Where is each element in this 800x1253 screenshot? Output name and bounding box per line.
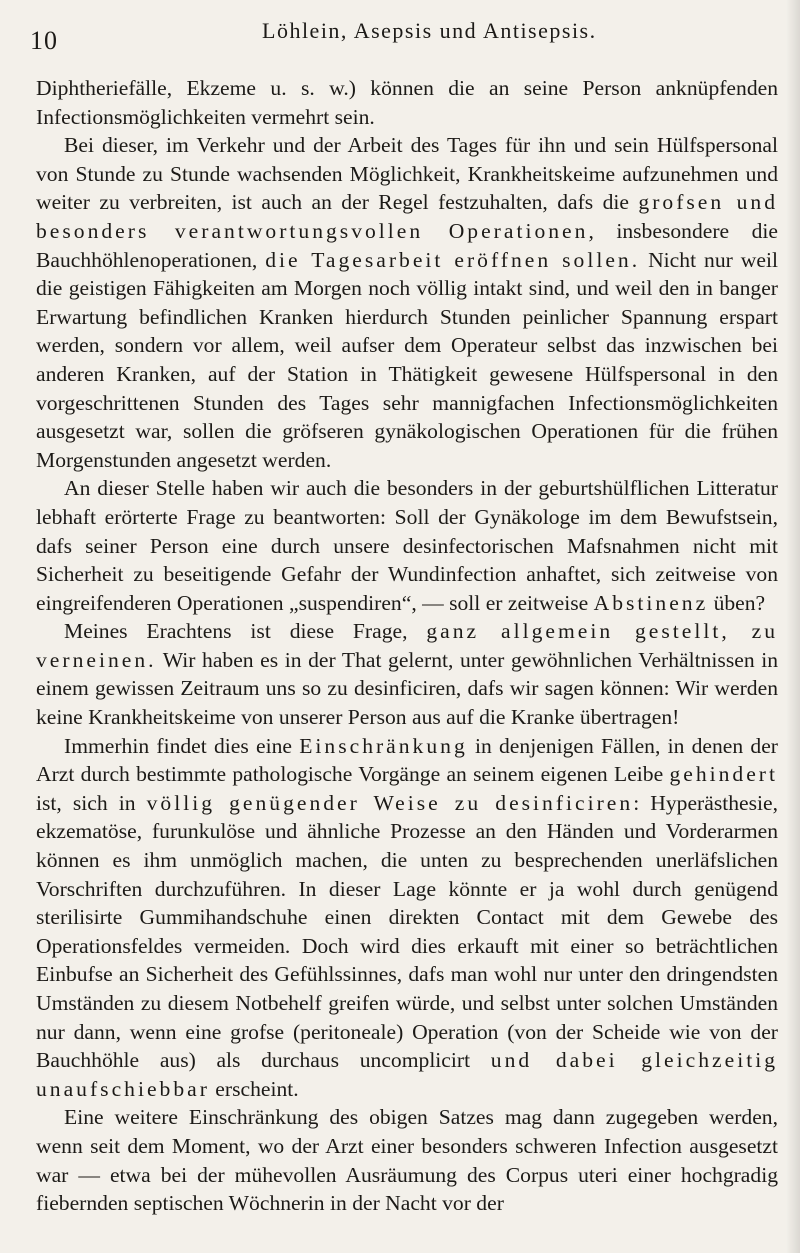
paragraph-2: Bei dieser, im Verkehr und der Arbeit des Tages für ihn und sein Hülfspersonal von Stunde zu Stunde wachsenden Möglichkeit, Krankheitskeime aufzunehmen und weiter zu verbreiten, ist auch an der Regel festzuhalten, dafs die grofsen und besonders verantwortungsvollen Operationen, insbesondere die Bauchhöhlenoperationen, die Tagesarbeit eröffnen sollen. Nicht nur weil die geistigen Fähigkeiten am Morgen noch völlig intakt sind, und weil den in banger Erwartung befindlichen Kranken hierdurch Stunden peinlicher Spannung erspart werden, sondern vor allem, weil aufser dem Operateur selbst das inzwischen bei anderen Kranken, auf der Station in Thätigkeit gewesene Hülfspersonal in den vorgeschrittenen Stunden des Tages sehr mannigfachen Infectionsmöglichkeiten ausgesetzt war, sollen die gröfseren gynäkologischen Operationen für die frühen Morgenstunden angesetzt werden. xyxy=(36,133,778,472)
paragraph-6: Eine weitere Einschränkung des obigen Satzes mag dann zugegeben werden, wenn seit dem Moment, wo der Arzt einer besonders schweren Infection ausgesetzt war — etwa bei der mühevollen Ausräumung des Corpus uteri einer hochgradig fiebernden septischen Wöchnerin in der Nacht vor der xyxy=(36,1105,778,1216)
body-text xyxy=(36,74,778,1218)
spaced-emphasis: gehindert xyxy=(669,762,778,787)
spaced-emphasis: grofsen und besonders verantwortungsvollen Operationen xyxy=(36,190,778,243)
spaced-emphasis: die Tagesarbeit eröffnen sollen. xyxy=(265,247,641,272)
page-edge-shadow xyxy=(786,0,800,1253)
spaced-emphasis: ganz allgemein gestellt, zu verneinen. xyxy=(36,619,778,672)
spaced-emphasis: Abstinenz xyxy=(593,590,709,615)
spaced-emphasis: Einschränkung xyxy=(299,733,468,758)
spaced-emphasis: völlig genügender Weise zu desinficiren xyxy=(146,790,634,815)
paragraph-5: Immerhin findet dies eine Einschränkung in denjenigen Fällen, in denen der Arzt durch bestimmte pathologische Vorgänge an seinem eigenen Leibe gehindert ist, sich in völlig genügender Weise zu desinficiren: Hyperästhesie, ekzematöse, furunkulöse und ähnliche Prozesse an den Händen und Vorderarmen können es ihm unmöglich machen, die unten zu besprechenden unerläfslichen Vorschriften durchzuführen. In dieser Lage könnte er ja wohl durch genügend sterilisirte Gummihandschuhe einen direkten Contact mit dem Gewebe des Operationsfeldes vermeiden. Doch wird dies erkauft mit einer so beträchtlichen Einbufse an Sicherheit des Gefühlssinnes, dafs man wohl nur unter den dringendsten Umständen zu diesem Notbehelf greifen würde, und selbst unter solchen Umständen nur dann, wenn eine grofse (peritoneale) Operation (von der Scheide wie von der Bauchhöhle aus) als durchaus uncomplicirt und dabei gleichzeitig unaufschiebbar erscheint. xyxy=(36,733,778,1101)
page-number: 10 xyxy=(30,26,58,55)
page-header xyxy=(30,18,760,55)
paragraph-3: An dieser Stelle haben wir auch die besonders in der geburtshülflichen Litteratur lebhaft erörterte Frage zu beantworten: Soll der Gynäkologe im dem Bewufstsein, dafs seiner Person eine durch unsere desinfectorischen Mafsnahmen nicht mit Sicherheit zu beseitigende Gefahr der Wundinfection anhaftet, sich zeitweise von eingreifenderen Operationen „suspendiren“, — soll er zeitweise Abstinenz üben? xyxy=(36,476,778,615)
paragraph-1: Diphtheriefälle, Ekzeme u. s. w.) können die an seine Person anknüpfenden Infectionsmöglichkeiten vermehrt sein. xyxy=(36,76,778,129)
running-title: Löhlein, Asepsis und Antisepsis. xyxy=(262,18,597,43)
spaced-emphasis: und dabei gleichzeitig unaufschiebbar xyxy=(36,1048,778,1101)
paragraph-4: Meines Erachtens ist diese Frage, ganz allgemein gestellt, zu verneinen. Wir haben es in der That gelernt, unter gewöhnlichen Verhältnissen in einem gewissen Zeitraum uns so zu desinficiren, dafs wir sagen können: Wir werden keine Krankheitskeime von unserer Person aus auf die Kranke übertragen! xyxy=(36,619,778,730)
